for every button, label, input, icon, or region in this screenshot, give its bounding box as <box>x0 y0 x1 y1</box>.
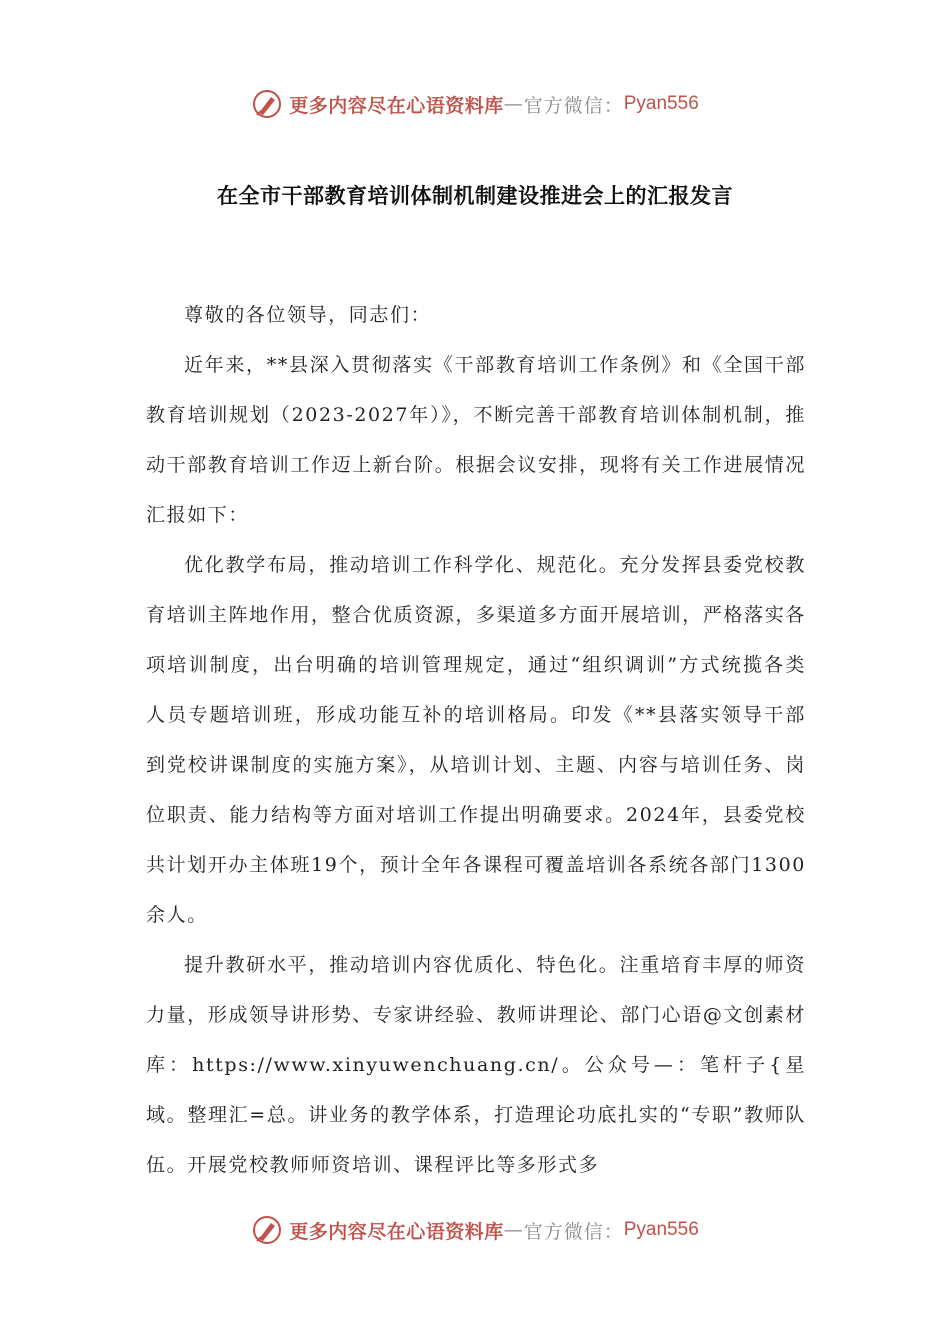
paragraph-intro: 近年来，**县深入贯彻落实《干部教育培训工作条例》和《全国干部教育培训规划（2023-2027年）》，不断完善干部教育培训体制机制，推动干部教育培训工作迈上新台阶。根据会议安排，现将有关工作进展情况汇报如下： <box>146 354 806 526</box>
pen-nib-logo-icon <box>251 88 283 120</box>
greeting: 尊敬的各位领导，同志们： <box>184 304 432 326</box>
official-label: 官方微信： <box>523 94 624 117</box>
brand-text: 更多内容尽在心语资料库 <box>289 94 504 117</box>
paragraph-teaching-layout: 优化教学布局，推动培训工作科学化、规范化。充分发挥县委党校教育培训主阵地作用，整合优质资源，多渠道多方面开展培训，严格落实各项培训制度，出台明确的培训管理规定，通过“组织调训”方式统揽各类人员专题培训班，形成功能互补的培训格局。印发《**县落实领导干部到党校讲课制度的实施方案》，从培训计划、主题、内容与培训任务、岗位职责、能力结构等方面对培训工作提出明确要求。2024年，县委党校共计划开办主体班19个，预计全年各课程可覆盖培训各系统各部门1300余人。 <box>146 554 806 926</box>
paragraph-teaching-research: 提升教研水平，推动培训内容优质化、特色化。注重培育丰厚的师资力量，形成领导讲形势、专家讲经验、教师讲理论、部门心语@文创素材库：https://www.xinyuwenchuang.cn/。公众号—：笔杆子{星域。整理汇=总。讲业务的教学体系，打造理论功底扎实的“专职”教师队伍。开展党校教师师资培训、课程评比等多形式多 <box>146 954 806 1176</box>
footer-watermark-banner <box>0 1210 950 1250</box>
wechat-id: Pyan556 <box>623 93 699 114</box>
document-body <box>146 290 806 1190</box>
header-watermark-banner <box>0 84 950 124</box>
separator-dash: — <box>503 93 524 115</box>
document-title: 在全市干部教育培训体制机制建设推进会上的汇报发言 <box>217 184 733 208</box>
pen-nib-logo-icon <box>251 1214 283 1246</box>
separator-dash: — <box>503 1219 524 1241</box>
official-label: 官方微信： <box>523 1220 624 1243</box>
wechat-id: Pyan556 <box>623 1219 699 1240</box>
brand-text: 更多内容尽在心语资料库 <box>289 1220 504 1243</box>
